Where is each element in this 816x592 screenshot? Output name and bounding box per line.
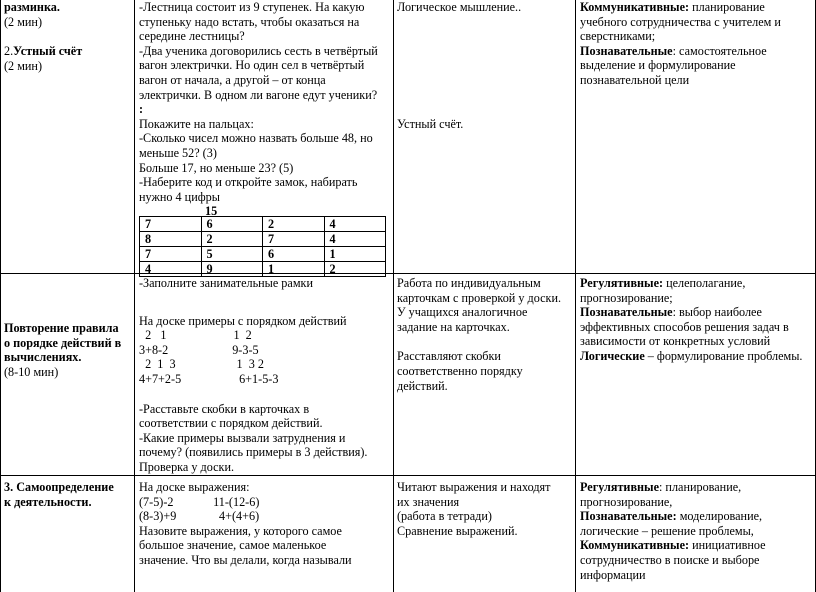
text-line: На доске выражения: [139, 480, 250, 494]
stage-number: 2. [4, 44, 14, 59]
grid-cell: 7 [140, 247, 202, 262]
text-line: значение. Что вы делали, когда называли [139, 552, 352, 567]
grid-cell: 5 [201, 247, 263, 262]
text-line: -Наберите код и откройте замок, набирать [139, 175, 358, 190]
row2-stage-cell [4, 321, 132, 379]
grid-cell: 2 [324, 262, 386, 277]
row-divider [0, 273, 816, 274]
expression-line: (7-5)-2 11-(12-6) [139, 494, 260, 509]
grid-cell: 4 [140, 262, 202, 277]
row1-activity-cell [397, 0, 573, 131]
skill-text: целеполагание, [663, 276, 746, 290]
stage-title: к деятельности. [4, 494, 92, 509]
text-line: (работа в тетради) [397, 509, 492, 524]
row1-content-cell [139, 0, 391, 219]
skill-text: : планирование, [659, 480, 742, 494]
skill-label: Коммуникативные: [580, 538, 690, 553]
text-line: -Какие примеры вызвали затруднения и [139, 430, 346, 445]
expression-line: 3+8-2 9-3-5 [139, 342, 259, 357]
text-line: : [139, 102, 144, 117]
table-row [140, 232, 386, 247]
text-line: середине лестницы? [139, 29, 245, 44]
text-line: Назовите выражения, у которого самое [139, 523, 342, 538]
column-divider [575, 0, 576, 592]
stage-time: (2 мин) [4, 58, 43, 73]
table-border-left [0, 0, 1, 592]
text-line: -Заполните занимательные рамки [139, 276, 313, 290]
skill-label: Познавательные [580, 43, 673, 58]
row3-activity-cell [397, 480, 573, 538]
text-line: выделение и формулирование [580, 58, 736, 73]
stage-title: разминка. [4, 0, 60, 14]
text-line: большое значение, самое маленькое [139, 538, 327, 553]
text-line: электрички. В одном ли вагоне едут ученики? [139, 87, 378, 102]
text-line: информации [580, 567, 646, 582]
text-line: сверстниками; [580, 29, 656, 44]
text-line: Расставляют скобки [397, 349, 501, 364]
text-line: зависимости от конкретных условий [580, 334, 771, 349]
grid-cell: 2 [201, 232, 263, 247]
row-divider [0, 475, 816, 476]
text-line: соответствии с порядком действий. [139, 416, 323, 431]
text-line: -Сколько чисел можно назвать больше 48, но [139, 131, 373, 146]
grid-cell: 6 [201, 217, 263, 232]
text-line: вагон электрички. Но один сел в четвёртый [139, 58, 365, 73]
expression-line: 4+7+2-5 6+1-5-3 [139, 371, 279, 386]
row1-stage-cell [4, 0, 132, 73]
skill-label: Регулятивные: [580, 276, 664, 290]
text-line: Больше 17, но меньше 23? (5) [139, 160, 294, 175]
text-line: -Два ученика договорились сесть в четвёртый [139, 43, 378, 58]
text-line: меньше 52? (3) [139, 145, 217, 160]
stage-title: вычислениях. [4, 350, 82, 365]
grid-cell: 9 [201, 262, 263, 277]
text-line: соответственно порядку [397, 363, 523, 378]
stage-title: 3. Самоопределение [4, 480, 114, 494]
stage-title: о порядке действий в [4, 335, 122, 350]
skill-text: инициативное [689, 538, 766, 553]
grid-cell: 4 [324, 217, 386, 232]
lock-code-grid [139, 216, 386, 277]
skill-text: : самостоятельное [672, 43, 767, 58]
text-line: Работа по индивидуальным [397, 276, 541, 290]
text-line: задание на карточках. [397, 319, 510, 334]
row3-content-cell [139, 480, 391, 568]
text-line: познавательной цели [580, 72, 690, 87]
text-line: Читают выражения и находят [397, 480, 551, 494]
text-line: учебного сотрудничества с учителем и [580, 14, 781, 29]
text-line: Покажите на пальцах: [139, 116, 254, 131]
text-line: Сравнение выражений. [397, 523, 518, 538]
stage-title: Устный счёт [13, 44, 83, 59]
skill-text: – формулирование проблемы. [644, 348, 803, 363]
text-line: На доске примеры с порядком действий [139, 313, 347, 328]
text-line: их значения [397, 494, 460, 509]
text-line: прогнозирование; [580, 290, 673, 305]
row3-stage-cell [4, 480, 132, 509]
text-line: У учащихся аналогичное [397, 305, 528, 320]
text-line: Устный счёт. [397, 116, 464, 131]
skill-label: Регулятивные [580, 480, 659, 494]
lock-sum: 15 [205, 204, 218, 219]
grid-cell: 2 [263, 217, 325, 232]
text-line: ступеньку надо встать, чтобы оказаться на [139, 14, 360, 29]
stage-time: (8-10 мин) [4, 364, 59, 379]
text-line: сотрудничество в поиске и выборе [580, 552, 760, 567]
row3-skills-cell [580, 480, 814, 582]
table-row [140, 262, 386, 277]
text-line: почему? (появились примеры в 3 действия). [139, 445, 368, 460]
text-line: -Лестница состоит из 9 ступенек. На какую [139, 0, 365, 14]
expression-line: 2 1 3 1 3 2 [139, 357, 264, 372]
stage-title: Повторение правила [4, 321, 119, 335]
row1-skills-cell [580, 0, 814, 88]
table-row [140, 217, 386, 232]
skill-text: : выбор наиболее [672, 305, 762, 320]
column-divider [393, 0, 394, 592]
text-line: нужно 4 цифры [139, 189, 220, 204]
skill-text: планирование [689, 0, 765, 14]
expression-line: (8-3)+9 4+(4+6) [139, 509, 260, 524]
text-line: карточкам с проверкой у доски. [397, 290, 562, 305]
table-row [140, 247, 386, 262]
text-line: прогнозирование, [580, 494, 673, 509]
grid-cell: 1 [324, 247, 386, 262]
text-line: Логическое мышление.. [397, 0, 522, 14]
expression-line: 2 1 1 2 [139, 328, 252, 343]
grid-cell: 7 [140, 217, 202, 232]
skill-text: моделирование, [676, 509, 763, 524]
skill-label: Познавательные: [580, 509, 677, 524]
text-line: -Расставьте скобки в карточках в [139, 401, 310, 416]
grid-cell: 8 [140, 232, 202, 247]
text-line: действий. [397, 378, 448, 393]
skill-label: Логические [580, 348, 645, 363]
grid-cell: 6 [263, 247, 325, 262]
text-line: логические – решение проблемы, [580, 523, 754, 538]
text-line: вагон от начала, а другой – от конца [139, 72, 326, 87]
row2-activity-cell [397, 276, 573, 393]
column-divider [134, 0, 135, 592]
skill-label: Коммуникативные: [580, 0, 690, 14]
text-line: эффективных способов решения задач в [580, 319, 789, 334]
stage-time: (2 мин) [4, 14, 43, 29]
row2-content-cell [139, 276, 391, 475]
text-line: Проверка у доски. [139, 459, 235, 474]
grid-cell: 7 [263, 232, 325, 247]
skill-label: Познавательные [580, 305, 673, 320]
row2-skills-cell [580, 276, 814, 364]
grid-cell: 4 [324, 232, 386, 247]
grid-cell: 1 [263, 262, 325, 277]
